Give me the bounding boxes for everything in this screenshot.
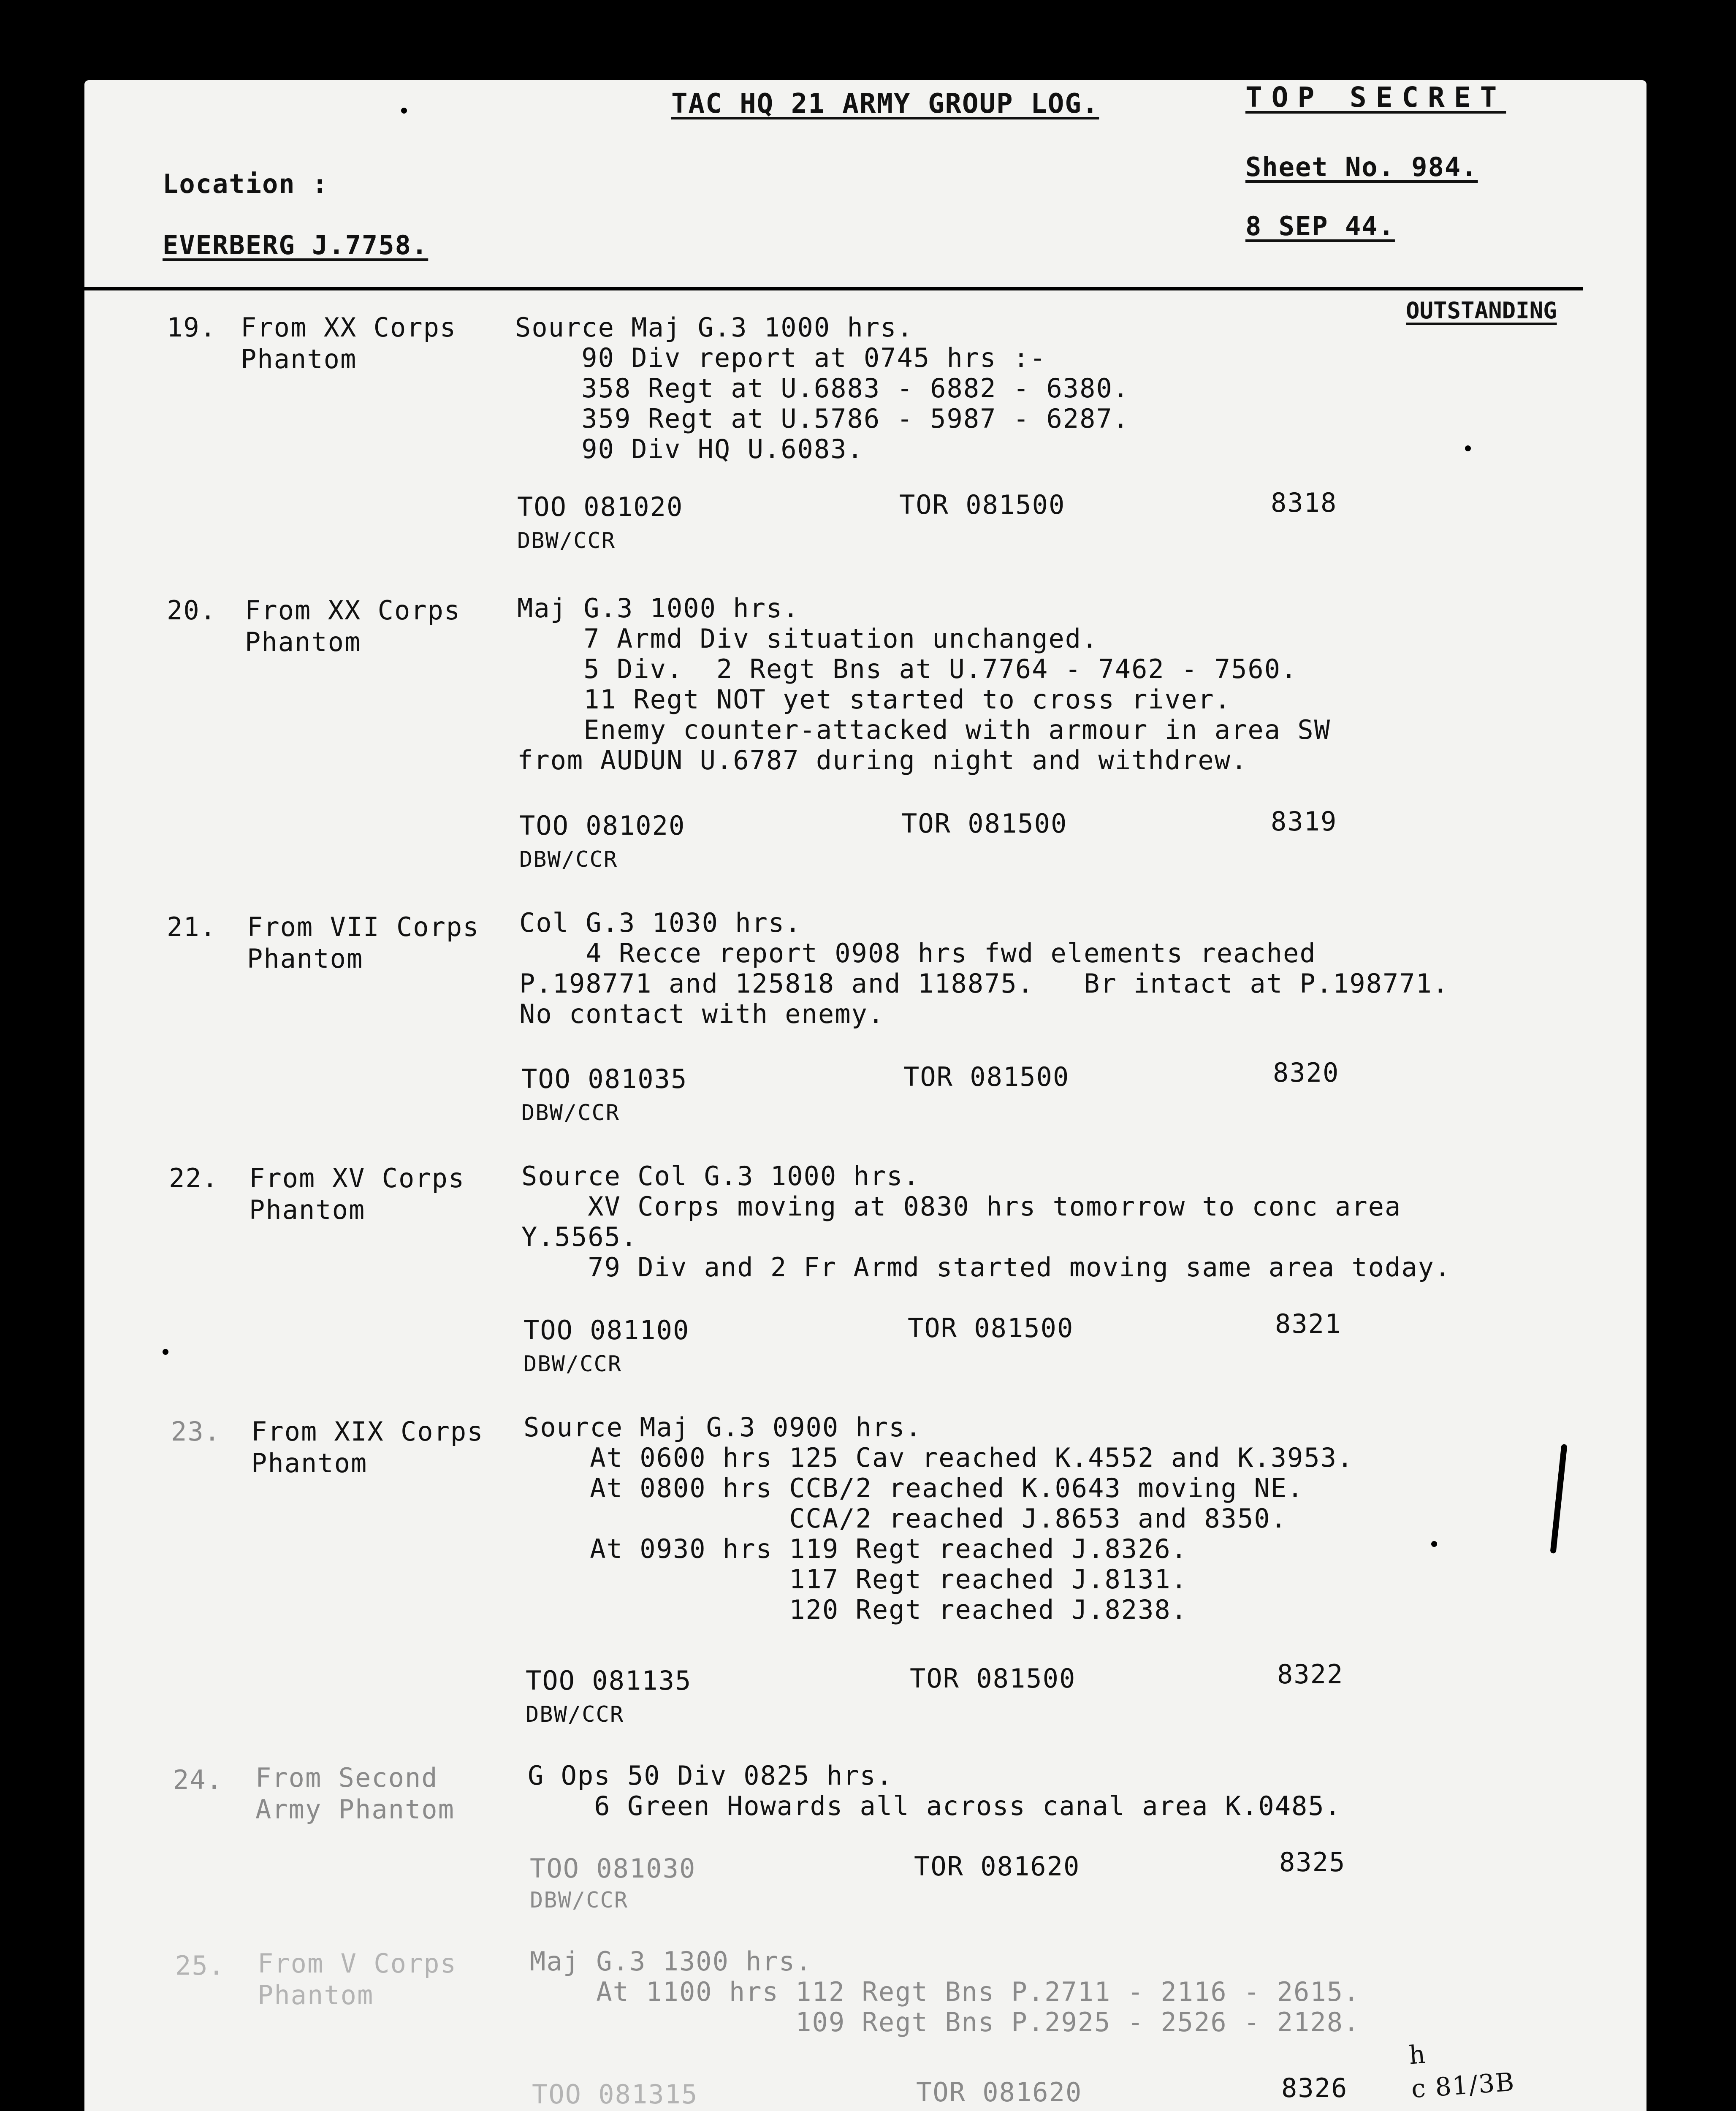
entry-body-line: At 0930 hrs 119 Regt reached J.8326. (524, 1533, 1188, 1564)
entry-body-line: 6 Green Howards all across canal area K.0485. (528, 1791, 1342, 1821)
scan-speck (1431, 1541, 1437, 1547)
entry-from: Phantom (251, 1448, 368, 1479)
entry-body-line: 90 Div HQ U.6083. (515, 434, 864, 464)
entry-tor: TOR 081500 (901, 808, 1068, 839)
entry-ref: 8325 (1279, 1847, 1346, 1878)
entry-body-line: 5 Div. 2 Regt Bns at U.7764 - 7462 - 7560. (517, 654, 1298, 684)
entry-from: From XV Corps (249, 1163, 465, 1194)
entry-body-line: Enemy counter-attacked with armour in area SW (517, 714, 1331, 745)
entry-body-line: At 0600 hrs 125 Cav reached K.4552 and K.3953. (524, 1442, 1354, 1473)
classification-label: TOP SECRET (1245, 81, 1506, 114)
entry-body-line: CCA/2 reached J.8653 and 8350. (524, 1503, 1288, 1534)
entry-body-line: Maj G.3 1300 hrs. (530, 1946, 812, 1977)
entry-from: Army Phantom (255, 1794, 455, 1825)
entry-number: 20. (167, 595, 217, 626)
entry-body-line: At 0800 hrs CCB/2 reached K.0643 moving NE. (524, 1473, 1304, 1503)
entry-body-line: Source Maj G.3 1000 hrs. (515, 312, 914, 343)
entry-from: From V Corps (258, 1948, 457, 1979)
entry-body-line: XV Corps moving at 0830 hrs tomorrow to conc area (521, 1191, 1402, 1222)
entry-body-line: 358 Regt at U.6883 - 6882 - 6380. (515, 373, 1130, 404)
entry-from: From XX Corps (241, 312, 457, 343)
entry-too: TOO 081030 (530, 1853, 696, 1884)
entry-body-line: At 1100 hrs 112 Regt Bns P.2711 - 2116 - 2615. (530, 1976, 1360, 2007)
sheet-number: Sheet No. 984. (1245, 152, 1478, 182)
entry-ref: 8322 (1277, 1659, 1344, 1690)
entry-body-line: 120 Regt reached J.8238. (524, 1594, 1188, 1625)
entry-body-line: from AUDUN U.6787 during night and withdrew. (517, 745, 1248, 776)
entry-body-line: Maj G.3 1000 hrs. (517, 593, 800, 624)
entry-from: Phantom (245, 627, 361, 657)
entry-initials: DBW/CCR (521, 1100, 620, 1126)
entry-body-line: Source Maj G.3 0900 hrs. (524, 1412, 922, 1443)
entry-number: 21. (167, 912, 217, 942)
entry-from: From VII Corps (247, 912, 480, 942)
entry-too: TOO 081100 (524, 1315, 690, 1346)
entry-too: TOO 081035 (521, 1064, 688, 1094)
outstanding-label: OUTSTANDING (1406, 297, 1557, 324)
header-divider (80, 287, 1583, 290)
entry-too: TOO 081315 (532, 2079, 698, 2110)
entry-number: 24. (173, 1764, 223, 1795)
entry-too: TOO 081020 (517, 491, 684, 522)
entry-tor: TOR 081500 (899, 489, 1066, 520)
entry-ref: 8318 (1271, 487, 1337, 518)
entry-body-line: Y.5565. (521, 1221, 638, 1252)
entry-body-line: 359 Regt at U.5786 - 5987 - 6287. (515, 403, 1130, 434)
log-title: TAC HQ 21 ARMY GROUP LOG. (671, 88, 1099, 119)
entry-too: TOO 081135 (526, 1665, 692, 1696)
entry-initials: DBW/CCR (517, 528, 616, 554)
entry-from: From XX Corps (245, 595, 461, 626)
entry-body-line: 117 Regt reached J.8131. (524, 1564, 1188, 1595)
entry-number: 25. (175, 1950, 225, 1981)
entry-from: Phantom (258, 1980, 374, 2011)
entry-from: Phantom (241, 344, 357, 374)
entry-tor: TOR 081500 (910, 1663, 1076, 1694)
entry-tor: TOR 081620 (914, 1851, 1080, 1882)
scan-speck (401, 108, 407, 114)
entry-body-line: 109 Regt Bns P.2925 - 2526 - 2128. (530, 2007, 1360, 2038)
entry-body-line: Source Col G.3 1000 hrs. (521, 1161, 920, 1191)
entry-from: Phantom (249, 1194, 366, 1225)
scan-speck (163, 1349, 168, 1355)
entry-ref: 8321 (1275, 1308, 1342, 1339)
handwritten-note: h c 81/3B (1408, 2039, 1516, 2104)
entry-body-line: 11 Regt NOT yet started to cross river. (517, 684, 1231, 715)
entry-body-line: 79 Div and 2 Fr Armd started moving same area today. (521, 1252, 1451, 1283)
location-value: EVERBERG J.7758. (163, 230, 429, 260)
entry-ref: 8319 (1271, 806, 1337, 837)
entry-too: TOO 081020 (519, 810, 686, 841)
entry-initials: DBW/CCR (526, 1702, 624, 1727)
location-label: Location : (163, 168, 329, 199)
entry-body-line: 90 Div report at 0745 hrs :- (515, 342, 1047, 373)
entry-initials: DBW/CCR (519, 847, 618, 872)
entry-ref: 8320 (1273, 1057, 1340, 1088)
entry-tor: TOR 081500 (908, 1313, 1074, 1343)
entry-body-line: G Ops 50 Div 0825 hrs. (528, 1760, 893, 1791)
entry-body-line: 7 Armd Div situation unchanged. (517, 623, 1099, 654)
entry-body-line: Col G.3 1030 hrs. (519, 907, 802, 938)
entry-tor: TOR 081500 (903, 1061, 1070, 1092)
log-date: 8 SEP 44. (1245, 211, 1395, 241)
entry-number: 23. (171, 1416, 221, 1447)
entry-body-line: P.198771 and 125818 and 118875. Br intact at P.198771. (519, 968, 1449, 999)
entry-from: From Second (255, 1762, 438, 1793)
scan-speck (1465, 445, 1471, 451)
entry-tor: TOR 081620 (916, 2077, 1082, 2108)
entry-body-line: No contact with enemy. (519, 999, 885, 1029)
entry-from: From XIX Corps (251, 1416, 484, 1447)
entry-number: 19. (167, 312, 217, 343)
entry-initials: DBW/CCR (524, 1351, 622, 1377)
entry-initials: DBW/CCR (530, 1888, 629, 1913)
entry-ref: 8326 (1281, 2073, 1348, 2103)
entry-from: Phantom (247, 943, 363, 974)
entry-number: 22. (169, 1163, 219, 1194)
entry-body-line: 4 Recce report 0908 hrs fwd elements reached (519, 938, 1316, 969)
